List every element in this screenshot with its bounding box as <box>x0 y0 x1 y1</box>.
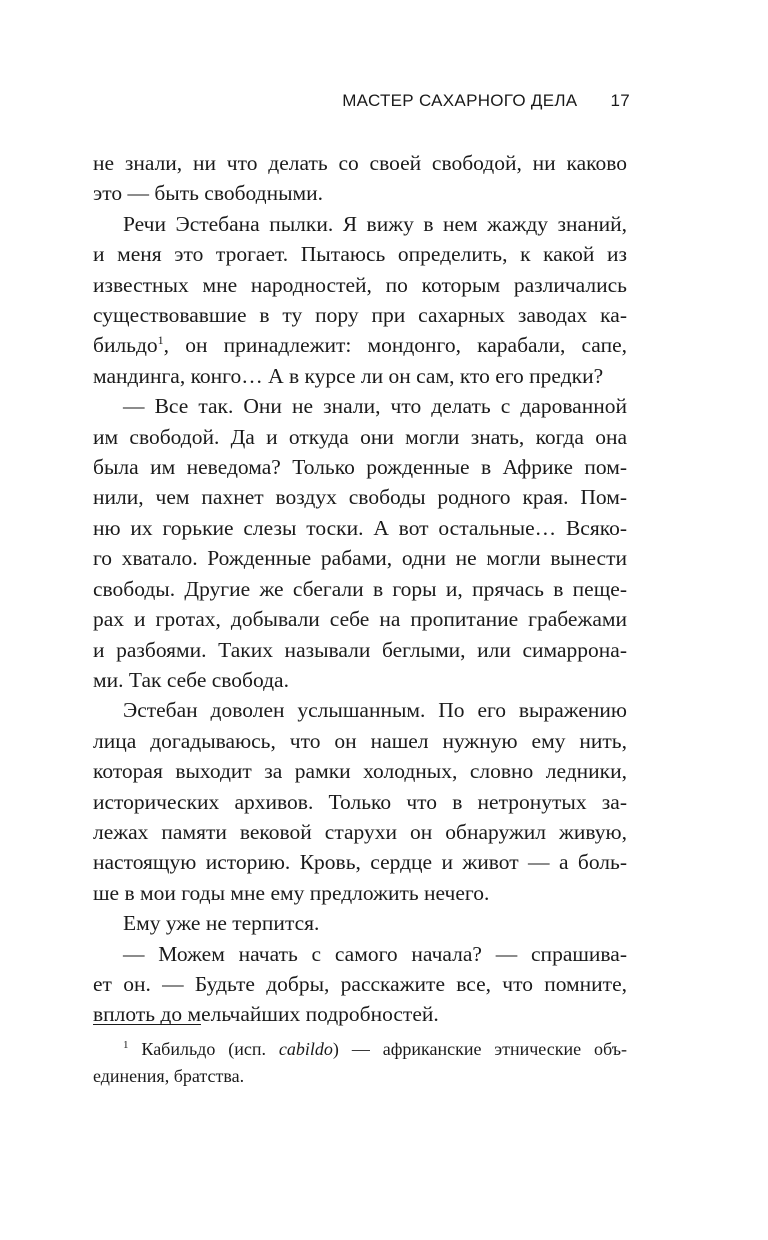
footnote <box>93 1036 627 1090</box>
text-line: Речи Эстебана пылки. Я вижу в нем жажду знаний, <box>123 211 627 236</box>
text-line: мандинга, конго… А в курсе ли он сам, кто его предки? <box>93 363 604 388</box>
text-fragment: , он принадлежит: мондонго, карабали, сапе, <box>163 333 627 358</box>
text-line: настоящую историю. Кровь, сердце и живот — а боль- <box>93 850 627 875</box>
text-line: им свободой. Да и откуда они могли знать, когда она <box>93 424 627 449</box>
footnote-mark: 1 <box>123 1039 129 1051</box>
text-line: это — быть свободными. <box>93 181 324 206</box>
text-line: ше в мои годы мне ему предложить нечего. <box>93 880 490 905</box>
text-line: вплоть до мельчайших подробностей. <box>93 1002 439 1027</box>
footnote-line: единения, братства. <box>93 1066 245 1086</box>
text-fragment: бильдо <box>93 333 158 358</box>
text-line: ми. Так себе свобода. <box>93 667 289 692</box>
text-line: — Все так. Они не знали, что делать с дарованной <box>123 394 627 419</box>
page-number: 17 <box>610 91 630 110</box>
text-line: ет он. — Будьте добры, расскажите все, что помните, <box>93 971 627 996</box>
text-line: лежах памяти вековой старухи он обнаружил живую, <box>93 819 627 844</box>
text-line: ню их горькие слезы тоски. А вот остальные… Всяко- <box>93 515 627 540</box>
book-title: МАСТЕР САХАРНОГО ДЕЛА <box>342 91 578 110</box>
text-line: известных мне народностей, по которым различались <box>93 272 627 297</box>
text-line: существовавшие в ту пору при сахарных заводах ка- <box>93 303 627 328</box>
text-line <box>93 330 627 360</box>
text-line: рах и гротах, добывали себе на пропитание грабежами <box>93 607 627 632</box>
text-line: Эстебан доволен услышанным. По его выражению <box>123 698 627 723</box>
text-line: Ему уже не терпится. <box>123 911 320 936</box>
footnote-divider <box>93 1024 201 1025</box>
text-line: и меня это трогает. Пытаюсь определить, к какой из <box>93 242 627 267</box>
text-line: которая выходит за рамки холодных, словно ледники, <box>93 759 627 784</box>
footnote-line <box>93 1036 627 1063</box>
text-line: го хватало. Рожденные рабами, одни не могли вынести <box>93 546 627 571</box>
text-line: исторических архивов. Только что в нетронутых за- <box>93 789 627 814</box>
text-line: не знали, ни что делать со своей свободой, ни каково <box>93 151 627 175</box>
text-line: свободы. Другие же сбегали в горы и, прячась в пеще- <box>93 576 627 601</box>
text-line: нили, чем пахнет воздух свободы родного края. Пом- <box>93 485 627 510</box>
text-line: лица догадываюсь, что он нашел нужную ему нить, <box>93 728 627 753</box>
footnote-reference: 1 <box>157 333 164 348</box>
footnote-text: ) — африканские этнические объ- <box>332 1039 628 1059</box>
text-line: была им неведома? Только рожденные в Африке пом- <box>93 455 627 480</box>
running-header <box>342 91 630 111</box>
text-line: — Можем начать с самого начала? — спрашива- <box>123 941 627 966</box>
body-text <box>93 148 627 1030</box>
footnote-text: Кабильдо (исп. <box>141 1039 279 1059</box>
footnote-italic-term: cabildo <box>278 1039 333 1059</box>
text-line: и разбоями. Таких называли беглыми, или симаррона- <box>93 637 627 662</box>
